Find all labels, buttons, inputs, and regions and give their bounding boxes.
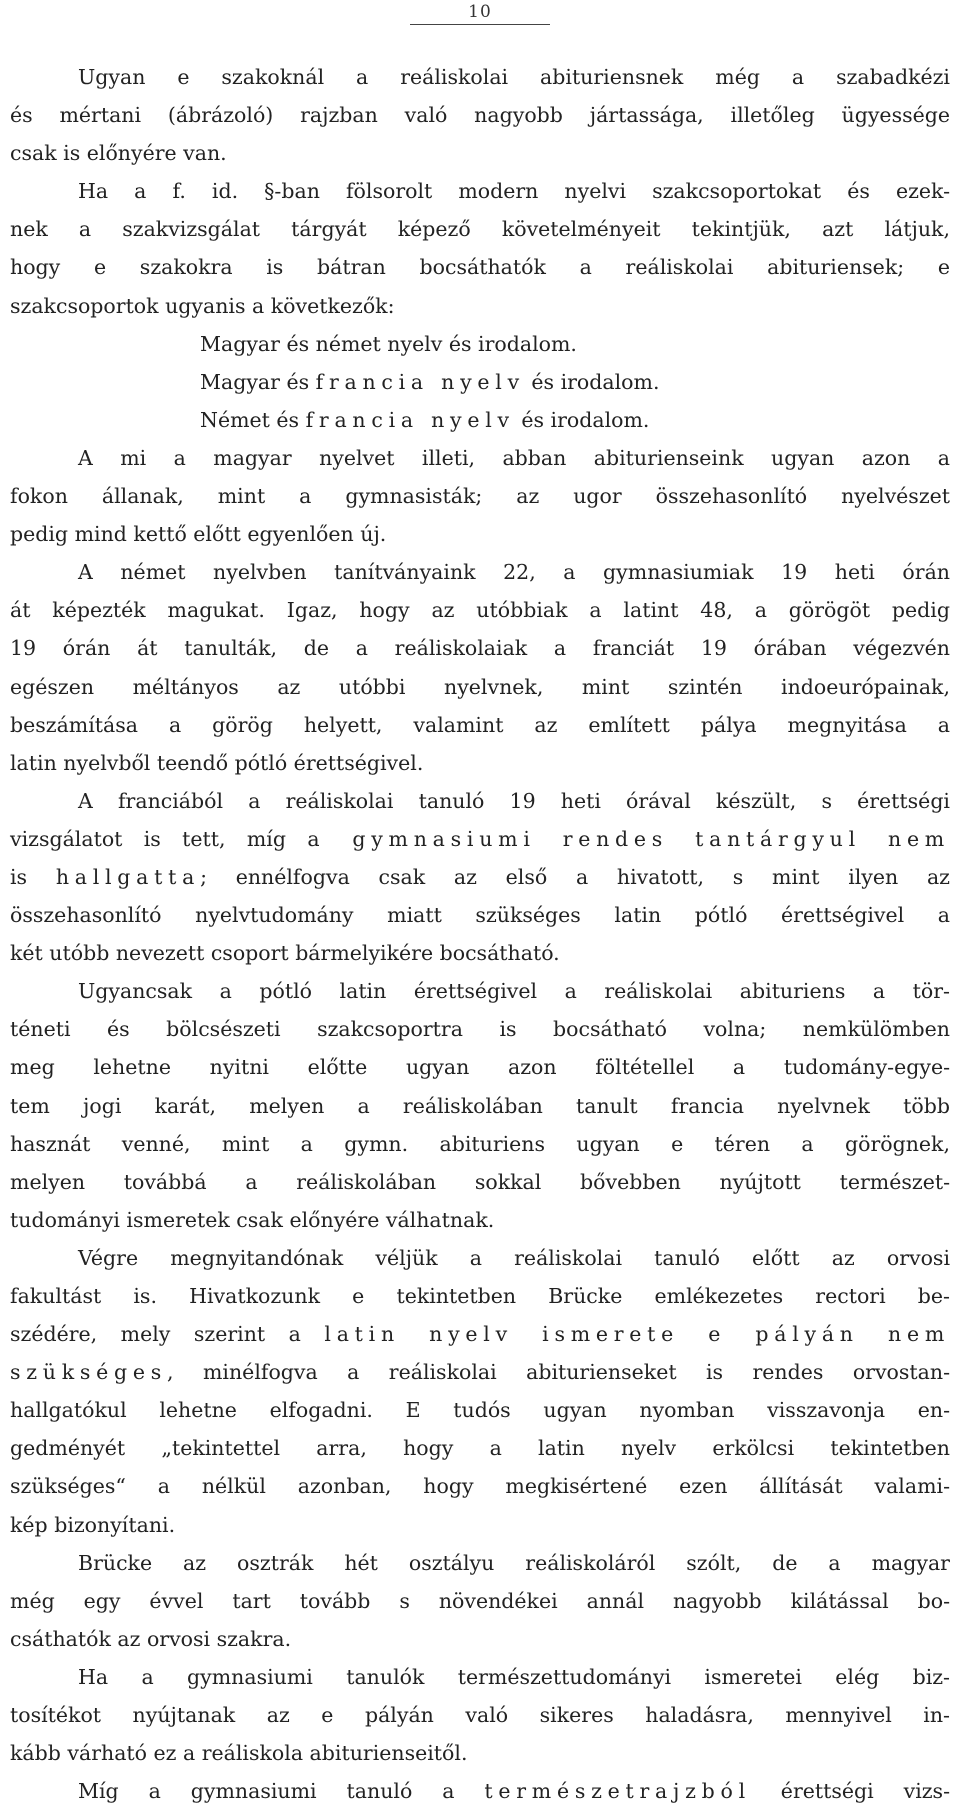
text-line: A mi a magyar nyelvet illeti, abban abiturienseink ugyan azon a — [78, 445, 950, 470]
text-line: kép bizonyítani. — [10, 1512, 176, 1537]
text-line: vizsgálatot is tett, míg a gymnasiumi rendes tantárgyul nem — [10, 826, 950, 851]
text-line: hasznát venné, mint a gymn. abituriens ugyan e téren a görögnek, — [10, 1131, 950, 1156]
text-line: fokon állanak, mint a gymnasisták; az ugor összehasonlító nyelvészet — [10, 484, 950, 509]
text-line: is hallgatta; ennélfogva csak az első a hivatott, s mint ilyen az — [10, 864, 950, 889]
text-line: Ugyancsak a pótló latin érettségivel a reáliskolai abituriens a tör- — [78, 979, 950, 1004]
text-line: Brücke az osztrák hét osztályu reáliskoláról szólt, de a magyar — [78, 1550, 950, 1575]
text-line: hallgatókul lehetne elfogadni. E tudós ugyan nyomban visszavonja en- — [10, 1398, 950, 1423]
text-line: még egy évvel tart tovább s növendékei annál nagyobb kilátással bo- — [10, 1588, 950, 1613]
subject-group-line: Magyar és francia nyelv és irodalom. — [200, 369, 660, 394]
subject-group-line: Magyar és német nyelv és irodalom. — [200, 331, 577, 356]
text-line: egészen méltányos az utóbbi nyelvnek, mint szintén indoeurópainak, — [10, 674, 950, 699]
text-line: beszámítása a görög helyett, valamint az említett pálya megnyitása a — [10, 712, 950, 737]
text-line: téneti és bölcsészeti szakcsoportra is bocsátható volna; nemkülömben — [10, 1017, 950, 1042]
text-line: nek a szakvizsgálat tárgyát képező követelményeit tekintjük, azt látjuk, — [10, 217, 950, 242]
text-line: kább várható ez a reáliskola abiturienseitől. — [10, 1741, 468, 1766]
text-line: Ugyan e szakoknál a reáliskolai abituriensnek még a szabadkézi — [78, 65, 950, 89]
text-line: csáthatók az orvosi szakra. — [10, 1626, 292, 1651]
text-line: szakcsoportok ugyanis a következők: — [10, 293, 395, 318]
text-line: és mértani (ábrázoló) rajzban való nagyobb jártassága, illetőleg ügyessége — [10, 103, 950, 128]
text-line: két utóbb nevezett csoport bármelyikére bocsátható. — [10, 941, 560, 966]
text-line: latin nyelvből teendő pótló érettségivel. — [10, 750, 424, 775]
text-line: összehasonlító nyelvtudomány miatt szükséges latin pótló érettségivel a — [10, 903, 950, 928]
text-line: Ha a f. id. §-ban fölsorolt modern nyelvi szakcsoportokat és ezek- — [78, 179, 950, 204]
text-line: melyen továbbá a reáliskolában sokkal bővebben nyújtott természet- — [10, 1169, 950, 1194]
text-line: szükséges“ a nélkül azonban, hogy megkisértené ezen állítását valami- — [10, 1474, 950, 1499]
text-line: meg lehetne nyitni előtte ugyan azon föltétellel a tudomány-egye- — [10, 1055, 950, 1080]
text-line: szédére, mely szerint a latin nyelv ismerete e pályán nem — [10, 1322, 950, 1347]
text-line: A franciából a reáliskolai tanuló 19 heti órával készült, s érettségi — [78, 788, 950, 813]
text-line: 19 órán át tanulták, de a reáliskolaiak a franciát 19 órában végezvén — [10, 636, 950, 661]
text-line: tosítékot nyújtanak az e pályán való sikeres haladásra, mennyivel in- — [10, 1703, 950, 1728]
text-line: A német nyelvben tanítványaink 22, a gymnasiumiak 19 heti órán — [78, 560, 950, 585]
text-line: gedményét „tekintettel arra, hogy a latin nyelv erkölcsi tekintetben — [10, 1436, 950, 1461]
text-line: csak is előnyére van. — [10, 141, 227, 166]
text-line: hogy e szakokra is bátran bocsáthatók a reáliskolai abituriensek; e — [10, 255, 950, 280]
subject-group-line: Német és francia nyelv és irodalom. — [200, 407, 650, 432]
body-text — [10, 58, 950, 1810]
text-line: Míg a gymnasiumi tanuló a természetrajzból érettségi vizs- — [78, 1779, 950, 1804]
header-rule — [410, 24, 550, 25]
text-line: Végre megnyitandónak véljük a reáliskolai tanuló előtt az orvosi — [78, 1245, 950, 1270]
text-line: tudományi ismeretek csak előnyére válhatnak. — [10, 1207, 495, 1232]
text-line: pedig mind kettő előtt egyenlően új. — [10, 522, 387, 547]
text-line: tem jogi karát, melyen a reáliskolában tanult francia nyelvnek több — [10, 1093, 950, 1118]
text-line: szükséges, minélfogva a reáliskolai abiturienseket is rendes orvostan- — [10, 1360, 950, 1385]
page-number: 10 — [468, 2, 492, 22]
text-line: át képezték magukat. Igaz, hogy az utóbbiak a latint 48, a görögöt pedig — [10, 598, 950, 623]
text-line: fakultást is. Hivatkozunk e tekintetben Brücke emlékezetes rectori be- — [10, 1284, 950, 1308]
text-line: Ha a gymnasiumi tanulók természettudományi ismeretei elég biz- — [78, 1664, 950, 1689]
